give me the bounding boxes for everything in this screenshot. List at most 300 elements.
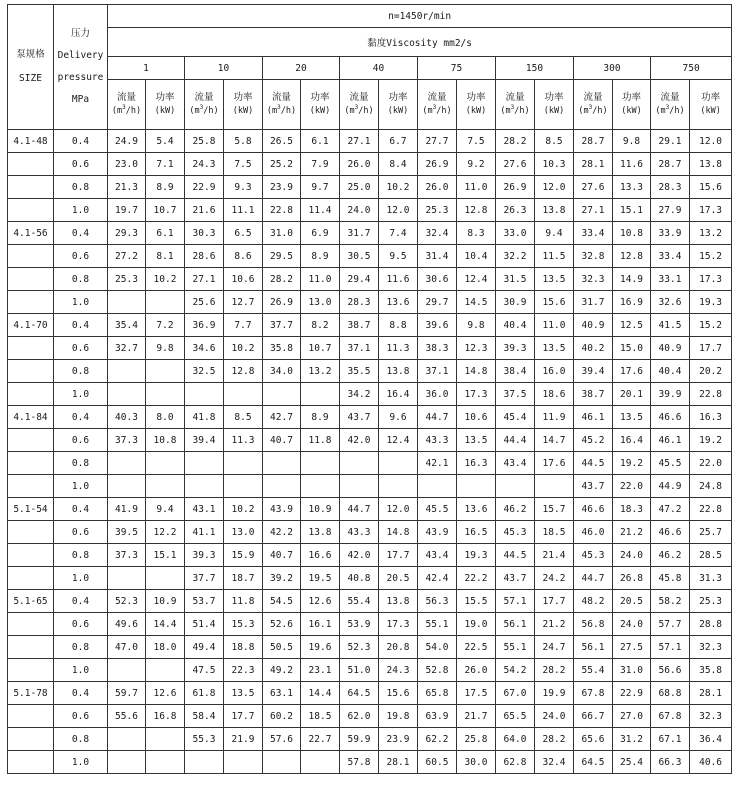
flow-cell: 45.3 [574,544,613,567]
power-header [224,80,263,130]
power-cell: 12.0 [690,130,732,153]
flow-cell: 32.6 [651,291,690,314]
flow-cell: 32.3 [574,268,613,291]
power-cell: 13.5 [535,268,574,291]
power-cell: 12.8 [457,199,496,222]
flow-cell: 25.6 [185,291,224,314]
power-cell: 11.3 [224,429,263,452]
pressure-cell: 0.8 [54,360,108,383]
flow-cell: 44.5 [496,544,535,567]
flow-cell: 52.8 [418,659,457,682]
power-cell: 9.4 [535,222,574,245]
power-cell: 10.9 [301,498,340,521]
table-row [8,268,732,291]
power-cell: 28.1 [690,682,732,705]
power-cell: 12.5 [613,314,651,337]
power-cell: 5.4 [146,130,185,153]
power-cell: 10.2 [146,268,185,291]
pressure-cell: 1.0 [54,199,108,222]
power-cell: 30.0 [457,751,496,774]
power-cell: 25.4 [613,751,651,774]
power-cell: 7.9 [301,153,340,176]
power-cell: 27.0 [613,705,651,728]
flow-cell: 52.6 [263,613,301,636]
power-cell: 18.8 [224,636,263,659]
flow-cell: 21.3 [108,176,146,199]
size-cell: 4.1-56 [8,222,54,245]
flow-cell: 46.2 [651,544,690,567]
flow-cell [108,452,146,475]
speed-header: n=1450r/min [108,5,732,28]
flow-cell: 63.9 [418,705,457,728]
table-row [8,337,732,360]
flow-cell: 48.2 [574,590,613,613]
power-cell: 40.6 [690,751,732,774]
flow-cell: 55.3 [185,728,224,751]
flow-cell: 40.9 [574,314,613,337]
power-cell: 6.5 [224,222,263,245]
power-unit: (kW) [232,106,254,116]
power-cell: 10.6 [224,268,263,291]
pressure-cell: 0.8 [54,268,108,291]
flow-cell: 67.8 [651,705,690,728]
flow-cell: 43.7 [340,406,379,429]
power-cell: 8.9 [146,176,185,199]
viscosity-header: 黏度Viscosity mm2/s [108,28,732,57]
power-unit: (kW) [700,106,721,116]
power-cell: 22.8 [690,383,732,406]
flow-cell [340,452,379,475]
flow-cell: 27.6 [574,176,613,199]
flow-cell: 27.2 [108,245,146,268]
size-header-cn: 泵规格 [16,49,45,60]
power-cell: 22.9 [613,682,651,705]
table-row [8,567,732,590]
flow-cell: 44.5 [574,452,613,475]
power-cell: 13.2 [301,360,340,383]
flow-cell: 31.0 [263,222,301,245]
flow-cell: 58.2 [651,590,690,613]
pressure-cell: 0.4 [54,498,108,521]
flow-cell [340,475,379,498]
power-cell: 14.8 [457,360,496,383]
power-cell: 32.4 [535,751,574,774]
power-cell: 8.9 [301,245,340,268]
power-label: 功率 [466,92,486,103]
flow-cell: 23.9 [263,176,301,199]
power-cell: 10.3 [535,153,574,176]
size-cell [8,429,54,452]
size-cell [8,659,54,682]
flow-cell: 55.1 [418,613,457,636]
power-cell: 16.5 [457,521,496,544]
size-cell [8,153,54,176]
power-label: 功率 [155,92,175,103]
flow-cell: 39.4 [574,360,613,383]
flow-cell: 58.4 [185,705,224,728]
power-cell: 32.3 [690,636,732,659]
power-cell: 19.9 [535,682,574,705]
table-row [8,636,732,659]
power-cell [224,751,263,774]
flow-cell: 60.2 [263,705,301,728]
power-cell: 11.0 [301,268,340,291]
power-cell: 19.2 [690,429,732,452]
flow-cell: 64.5 [574,751,613,774]
power-cell: 15.9 [224,544,263,567]
flow-cell: 38.7 [574,383,613,406]
table-row [8,475,732,498]
power-header [613,80,651,130]
power-cell: 16.8 [146,705,185,728]
size-cell [8,521,54,544]
power-cell: 20.2 [690,360,732,383]
power-cell: 24.0 [535,705,574,728]
power-cell: 10.8 [146,429,185,452]
power-cell: 11.8 [224,590,263,613]
power-cell: 22.8 [690,498,732,521]
power-cell: 7.5 [224,153,263,176]
power-cell: 13.8 [301,521,340,544]
power-cell: 24.7 [535,636,574,659]
pressure-cell: 0.4 [54,130,108,153]
pressure-cell: 0.8 [54,544,108,567]
power-cell: 26.8 [613,567,651,590]
power-cell: 22.7 [301,728,340,751]
power-cell: 16.9 [613,291,651,314]
power-cell: 12.8 [224,360,263,383]
power-cell: 20.1 [613,383,651,406]
flow-cell: 54.2 [496,659,535,682]
pressure-header [54,5,108,130]
power-cell: 11.0 [457,176,496,199]
power-cell: 9.7 [301,176,340,199]
flow-cell: 43.3 [340,521,379,544]
flow-label: 流量 [194,92,214,103]
power-cell: 16.3 [457,452,496,475]
power-cell: 24.0 [613,613,651,636]
size-cell [8,337,54,360]
power-cell: 12.4 [379,429,418,452]
flow-cell: 27.9 [651,199,690,222]
table-row [8,705,732,728]
flow-unit: $(m^3/h)$ [500,104,530,116]
flow-cell: 65.6 [574,728,613,751]
flow-cell: 28.2 [496,130,535,153]
size-cell: 4.1-70 [8,314,54,337]
power-cell: 8.2 [301,314,340,337]
flow-cell: 31.5 [496,268,535,291]
flow-cell: 27.1 [340,130,379,153]
power-cell: 17.3 [379,613,418,636]
power-cell: 11.6 [613,153,651,176]
table-row [8,613,732,636]
flow-cell: 68.8 [651,682,690,705]
power-cell: 15.5 [457,590,496,613]
flow-cell: 33.4 [574,222,613,245]
pressure-cell: 0.6 [54,705,108,728]
flow-header [108,80,146,130]
power-cell: 17.5 [457,682,496,705]
power-unit: (kW) [543,106,565,116]
flow-cell: 51.0 [340,659,379,682]
flow-unit: $(m^3/h)$ [189,104,219,116]
power-cell: 12.6 [146,682,185,705]
flow-cell: 42.2 [263,521,301,544]
power-cell: 10.2 [224,337,263,360]
flow-cell [263,475,301,498]
flow-cell: 22.9 [185,176,224,199]
flow-cell: 46.2 [496,498,535,521]
flow-cell: 30.6 [418,268,457,291]
power-cell: 6.9 [301,222,340,245]
flow-cell: 42.1 [418,452,457,475]
flow-cell: 39.9 [651,383,690,406]
flow-cell: 25.8 [185,130,224,153]
table-row [8,429,732,452]
power-cell: 28.5 [690,544,732,567]
flow-cell: 37.7 [263,314,301,337]
flow-cell: 34.6 [185,337,224,360]
flow-label: 流量 [271,92,291,103]
flow-cell: 57.1 [651,636,690,659]
table-row [8,751,732,774]
pressure-header-en1: Delivery [57,50,104,61]
power-cell: 21.4 [535,544,574,567]
table-row [8,199,732,222]
power-unit: (kW) [154,106,176,116]
flow-label: 流量 [427,92,447,103]
power-cell: 7.4 [379,222,418,245]
power-cell: 13.8 [535,199,574,222]
flow-cell: 46.1 [651,429,690,452]
flow-cell: 43.1 [185,498,224,521]
flow-cell: 45.5 [651,452,690,475]
flow-label: 流量 [660,92,680,103]
power-cell: 12.3 [457,337,496,360]
flow-cell: 47.0 [108,636,146,659]
power-cell: 18.6 [535,383,574,406]
table-row [8,682,732,705]
power-cell [457,475,496,498]
size-header-en: SIZE [19,73,42,84]
power-cell: 12.2 [146,521,185,544]
flow-cell: 53.7 [185,590,224,613]
flow-cell: 43.7 [574,475,613,498]
flow-cell: 28.3 [651,176,690,199]
flow-unit: $(m^3/h)$ [578,104,608,116]
flow-cell: 30.9 [496,291,535,314]
power-cell: 8.8 [379,314,418,337]
viscosity-value-0: 1 [108,57,185,80]
power-cell: 8.5 [535,130,574,153]
power-cell: 7.2 [146,314,185,337]
power-cell: 14.4 [146,613,185,636]
flow-cell: 49.4 [185,636,224,659]
flow-header [185,80,224,130]
power-cell: 17.3 [457,383,496,406]
flow-cell: 40.8 [340,567,379,590]
size-cell: 5.1-54 [8,498,54,521]
power-label: 功率 [701,92,721,103]
flow-cell [108,567,146,590]
power-cell [224,383,263,406]
table-row [8,153,732,176]
power-cell: 13.8 [379,590,418,613]
power-cell [146,659,185,682]
table-row [8,590,732,613]
power-cell: 17.7 [690,337,732,360]
pump-performance-table [7,4,732,774]
power-cell: 8.0 [146,406,185,429]
power-header [301,80,340,130]
size-cell: 5.1-78 [8,682,54,705]
flow-cell: 49.2 [263,659,301,682]
flow-cell: 28.7 [651,153,690,176]
power-cell: 22.2 [457,567,496,590]
power-cell: 13.0 [224,521,263,544]
flow-cell: 56.1 [496,613,535,636]
flow-cell [108,291,146,314]
power-cell: 17.7 [379,544,418,567]
flow-cell: 64.0 [496,728,535,751]
flow-cell: 28.3 [340,291,379,314]
flow-cell: 29.5 [263,245,301,268]
power-cell: 25.8 [457,728,496,751]
size-cell: 5.1-65 [8,590,54,613]
viscosity-value-1: 10 [185,57,263,80]
table-row [8,245,732,268]
flow-cell: 57.6 [263,728,301,751]
flow-cell: 35.8 [263,337,301,360]
flow-cell: 43.3 [418,429,457,452]
flow-cell [108,659,146,682]
flow-cell: 34.2 [340,383,379,406]
power-cell: 11.0 [535,314,574,337]
size-cell [8,728,54,751]
power-cell: 19.0 [457,613,496,636]
flow-cell: 26.9 [496,176,535,199]
flow-cell: 45.5 [418,498,457,521]
power-cell: 28.8 [690,613,732,636]
flow-unit: $(m^3/h)$ [111,104,142,116]
table-row [8,544,732,567]
flow-label: 流量 [116,92,136,103]
power-cell [301,383,340,406]
flow-cell: 66.7 [574,705,613,728]
pressure-cell: 0.6 [54,613,108,636]
power-cell [146,475,185,498]
power-cell: 6.1 [301,130,340,153]
flow-cell: 33.4 [651,245,690,268]
flow-cell: 42.7 [263,406,301,429]
flow-cell: 52.3 [340,636,379,659]
power-cell: 14.4 [301,682,340,705]
power-cell [146,291,185,314]
power-cell: 26.0 [457,659,496,682]
size-cell: 4.1-48 [8,130,54,153]
power-cell: 14.8 [379,521,418,544]
power-header [690,80,732,130]
flow-cell: 25.2 [263,153,301,176]
flow-header [496,80,535,130]
power-cell [301,452,340,475]
flow-cell: 24.9 [108,130,146,153]
flow-cell: 33.9 [651,222,690,245]
flow-cell: 26.9 [263,291,301,314]
table-row [8,728,732,751]
power-cell: 21.7 [457,705,496,728]
power-cell: 8.9 [301,406,340,429]
flow-unit: $(m^3/h)$ [655,104,685,116]
flow-cell: 26.9 [418,153,457,176]
power-cell: 6.1 [146,222,185,245]
pressure-cell: 0.8 [54,636,108,659]
flow-cell: 31.7 [574,291,613,314]
flow-header [574,80,613,130]
power-cell: 11.8 [301,429,340,452]
pressure-header-cn: 压力 [70,28,90,39]
flow-cell: 67.8 [574,682,613,705]
power-cell: 9.2 [457,153,496,176]
flow-cell: 40.4 [651,360,690,383]
pressure-cell: 0.4 [54,222,108,245]
power-cell: 12.7 [224,291,263,314]
table-row [8,360,732,383]
power-cell: 17.3 [690,268,732,291]
flow-cell: 42.0 [340,544,379,567]
power-cell: 28.2 [535,659,574,682]
power-cell: 12.4 [457,268,496,291]
flow-cell: 49.6 [108,613,146,636]
flow-cell: 43.9 [263,498,301,521]
table-row [8,521,732,544]
power-cell: 18.0 [146,636,185,659]
flow-cell: 32.5 [185,360,224,383]
power-cell: 9.8 [457,314,496,337]
flow-cell [108,475,146,498]
flow-cell: 46.6 [651,521,690,544]
power-cell: 8.6 [224,245,263,268]
size-cell [8,245,54,268]
power-cell: 19.3 [690,291,732,314]
power-cell: 15.2 [690,314,732,337]
flow-cell: 39.6 [418,314,457,337]
power-cell: 13.0 [301,291,340,314]
power-cell [146,360,185,383]
flow-cell: 26.0 [340,153,379,176]
flow-header [340,80,379,130]
flow-cell: 23.0 [108,153,146,176]
power-cell: 7.1 [146,153,185,176]
power-cell: 28.1 [379,751,418,774]
pressure-cell: 0.6 [54,429,108,452]
power-cell: 10.6 [457,406,496,429]
flow-cell [263,383,301,406]
flow-cell [108,728,146,751]
pressure-cell: 0.8 [54,452,108,475]
flow-cell: 50.5 [263,636,301,659]
power-cell: 31.0 [613,659,651,682]
power-cell: 7.5 [457,130,496,153]
table-row [8,130,732,153]
flow-cell: 46.6 [651,406,690,429]
power-cell: 15.0 [613,337,651,360]
flow-cell: 40.7 [263,544,301,567]
size-cell [8,613,54,636]
flow-cell: 36.0 [418,383,457,406]
table-row [8,383,732,406]
